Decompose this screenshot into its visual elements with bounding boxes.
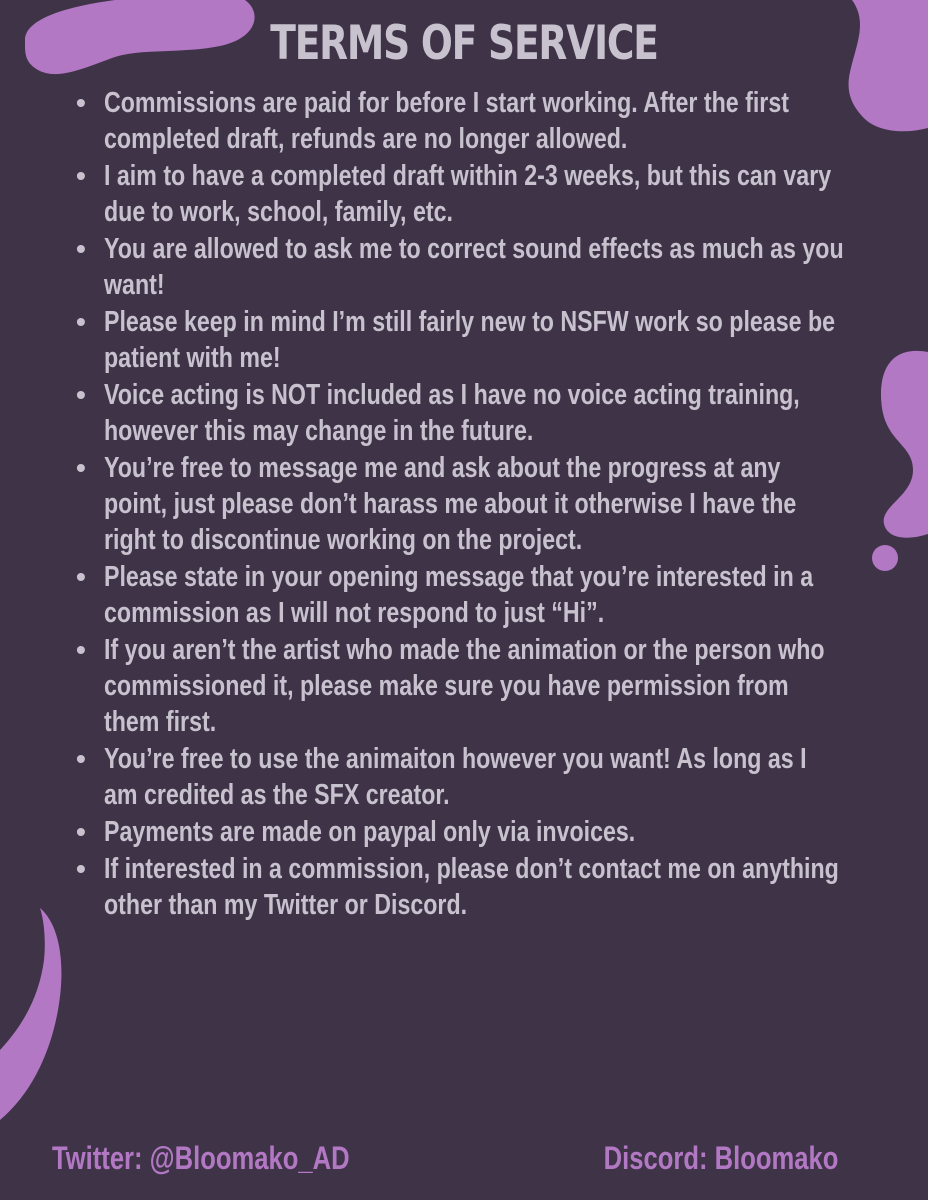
rule-text: Voice acting is NOT included as I have no voice acting training, however this may change in the future. [104,379,800,447]
bullet-icon: • [76,853,86,884]
rule-text: Please state in your opening message that you’re interested in a commission as I will not respond to just “Hi”. [104,561,814,629]
bullet-icon: • [76,160,86,191]
rule-text: If you aren’t the artist who made the animation or the person who commissioned it, please make sure you have permission from them first. [104,634,825,738]
list-item [76,741,916,813]
list-item [76,158,916,230]
list-item [76,814,916,850]
bullet-icon: • [76,87,86,118]
bullet-icon: • [76,233,86,264]
rule-text: Payments are made on paypal only via invoices. [104,816,636,848]
list-item [76,377,916,449]
page-title: TERMS OF SERVICE [270,16,658,71]
list-item [76,85,916,157]
bullet-icon: • [76,379,86,410]
list-item [76,851,916,923]
list-item [76,231,916,303]
list-item [76,632,916,740]
terms-list [76,85,916,924]
rule-text: Commissions are paid for before I start working. After the first completed draft, refunds are no longer allowed. [104,87,789,155]
list-item [76,559,916,631]
bullet-icon: • [76,306,86,337]
rule-text: If interested in a commission, please don’t contact me on anything other than my Twitter or Discord. [104,853,839,921]
blob-bottom-left [0,908,61,1120]
bullet-icon: • [76,743,86,774]
bullet-icon: • [76,561,86,592]
list-item [76,450,916,558]
rule-text: You’re free to use the animaiton however you want! As long as I am credited as the SFX creator. [104,743,807,811]
list-item [76,304,916,376]
discord-handle: Discord: Bloomako [603,1140,838,1176]
rule-text: You are allowed to ask me to correct sound effects as much as you want! [104,233,844,301]
bullet-icon: • [76,816,86,847]
bullet-icon: • [76,634,86,665]
rule-text: You’re free to message me and ask about the progress at any point, just please don’t harass me about it otherwise I have the right to discontinue working on the project. [104,452,797,556]
twitter-handle: Twitter: @Bloomako_AD [52,1140,350,1176]
rule-text: I aim to have a completed draft within 2-3 weeks, but this can vary due to work, school, family, etc. [104,160,832,228]
bullet-icon: • [76,452,86,483]
rule-text: Please keep in mind I’m still fairly new to NSFW work so please be patient with me! [104,306,836,374]
